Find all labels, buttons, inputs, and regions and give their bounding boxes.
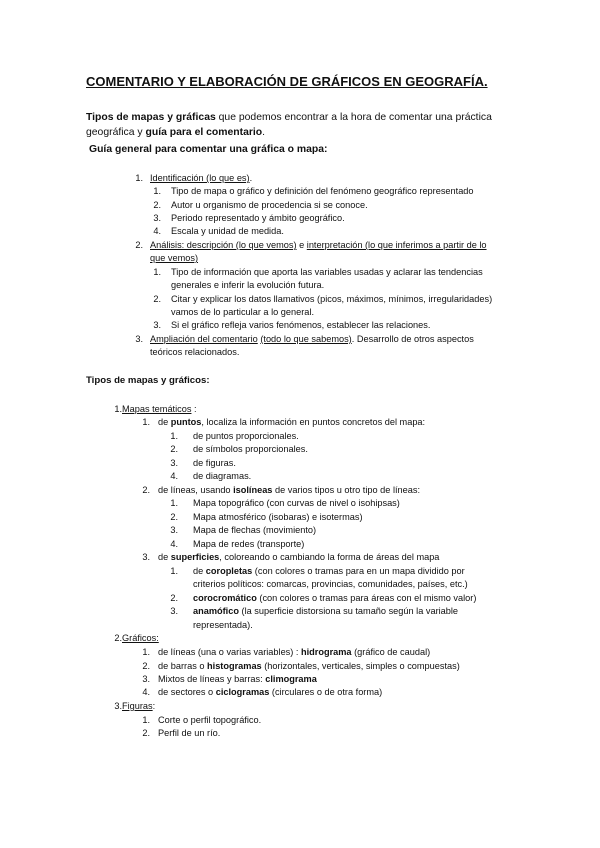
list-item-continued: criterios políticos: comarcas, provincias, comunidades, países, etc.) — [193, 579, 468, 589]
list-number: 1. — [170, 566, 178, 576]
section-label: Análisis: descripción (lo que vemos) — [150, 240, 297, 250]
intro-paragraph — [86, 110, 520, 140]
list-item-continued: generales e inferir la evolución futura. — [171, 280, 325, 290]
list-item: Mapa de redes (transporte) — [193, 539, 305, 549]
list-number: 2. — [170, 512, 178, 522]
list-item — [193, 592, 476, 605]
section-label: interpretación (lo que inferimos a partir de lo — [306, 240, 487, 250]
guide-heading: Guía general para comentar una gráfica o mapa: — [89, 144, 328, 155]
list-item — [158, 673, 317, 686]
subtype-puntos — [158, 416, 425, 429]
list-number: 2. — [142, 728, 150, 738]
type-label: Mapas temáticos — [122, 404, 192, 414]
list-item-continued: vamos de lo particular a lo general. — [171, 307, 314, 317]
bold-term: coropletas — [205, 566, 253, 576]
subtype-lineas — [158, 484, 420, 497]
type-figuras — [122, 700, 155, 713]
text: , localiza la información en puntos concretos del mapa: — [201, 417, 426, 427]
list-number: 3. — [153, 320, 161, 330]
intro-bold: Tipos de mapas y gráficas — [86, 112, 216, 123]
type-label: Figuras — [122, 701, 153, 711]
bold-term: isolíneas — [233, 485, 273, 495]
list-number: 2. — [135, 240, 143, 250]
text: , coloreando o cambiando la forma de áreas del mapa — [219, 552, 440, 562]
list-item: Mapa atmosférico (isobaras) e isotermas) — [193, 512, 363, 522]
bold-term: ciclogramas — [215, 687, 270, 697]
section-label: (todo lo que sabemos) — [260, 334, 352, 344]
list-number: 3. — [135, 334, 143, 344]
list-item — [158, 646, 430, 659]
bold-term: corocromático — [193, 593, 257, 603]
subtype-superficies — [158, 551, 439, 564]
list-number: 1. — [170, 498, 178, 508]
list-item: de símbolos proporcionales. — [193, 444, 308, 454]
section-label: Identificación (lo que es) — [150, 173, 250, 183]
section-tail: . — [249, 173, 253, 183]
list-number: 3. — [170, 458, 178, 468]
text: de líneas (una o varias variables) : — [158, 647, 301, 657]
list-number: 2. — [114, 633, 122, 643]
section-text-continued: teóricos relacionados. — [150, 347, 240, 357]
intro-end: . — [262, 127, 266, 138]
list-item — [158, 660, 460, 673]
list-number: 1. — [170, 431, 178, 441]
types-heading: Tipos de mapas y gráficos: — [86, 375, 210, 386]
text: de — [193, 566, 206, 576]
list-number: 4. — [153, 226, 161, 236]
text: (con colores o tramas para en un mapa dividido por — [252, 566, 465, 576]
bold-term: anamófico — [193, 606, 239, 616]
section-text: . Desarrollo de otros aspectos — [351, 334, 474, 344]
list-item: Mapa de flechas (movimiento) — [193, 525, 317, 535]
list-number: 3. — [114, 701, 122, 711]
list-item: Tipo de mapa o gráfico y definición del fenómeno geográfico representado — [171, 186, 474, 196]
list-number: 1. — [142, 417, 150, 427]
list-number: 2. — [142, 661, 150, 671]
bold-term: climograma — [265, 674, 317, 684]
text: de — [158, 552, 171, 562]
type-graficos: Gráficos: — [122, 633, 159, 643]
list-number: 1. — [114, 404, 122, 414]
type-tail: : — [152, 701, 156, 711]
list-item-continued: representada). — [193, 620, 253, 630]
type-tail: : — [191, 404, 197, 414]
list-number: 2. — [142, 485, 150, 495]
list-number: 3. — [170, 525, 178, 535]
bold-term: superficies — [170, 552, 220, 562]
list-item: Escala y unidad de medida. — [171, 226, 284, 236]
intro-bold-2: guía para el comentario — [145, 127, 263, 138]
list-item: de diagramas. — [193, 471, 252, 481]
list-item: Citar y explicar los datos llamativos (picos, máximos, mínimos, irregularidades) — [171, 294, 493, 304]
list-number: 1. — [142, 715, 150, 725]
list-item: Mapa topográfico (con curvas de nivel o isohipsas) — [193, 498, 400, 508]
section-label-continued: que vemos) — [150, 253, 199, 263]
text: de líneas, usando — [158, 485, 234, 495]
text: (gráfico de caudal) — [351, 647, 431, 657]
list-item: Tipo de información que aporta las variables usadas y aclarar las tendencias — [171, 267, 483, 277]
list-number: 3. — [170, 606, 178, 616]
text: (la superficie distorsiona su tamaño según la variable — [238, 606, 459, 616]
list-number: 1. — [153, 186, 161, 196]
list-item: Corte o perfil topográfico. — [158, 715, 262, 725]
document-title: COMENTARIO Y ELABORACIÓN DE GRÁFICOS EN GEOGRAFÍA. — [86, 74, 488, 89]
section-mid: e — [296, 240, 307, 250]
text: Mixtos de líneas y barras: — [158, 674, 266, 684]
bold-term: hidrograma — [301, 647, 352, 657]
list-number: 4. — [170, 539, 178, 549]
text: de sectores o — [158, 687, 216, 697]
list-item: de puntos proporcionales. — [193, 431, 299, 441]
list-number: 2. — [170, 593, 178, 603]
list-item — [193, 605, 458, 618]
text: de barras o — [158, 661, 208, 671]
section-label: Ampliación del comentario — [150, 334, 258, 344]
list-number: 2. — [153, 200, 161, 210]
bold-term: puntos — [170, 417, 202, 427]
list-item: de figuras. — [193, 458, 236, 468]
list-number: 2. — [170, 444, 178, 454]
text: (horizontales, verticales, simples o compuestas) — [261, 661, 460, 671]
type-mapas-tematicos — [122, 403, 197, 416]
text: de — [158, 417, 171, 427]
list-number: 1. — [153, 267, 161, 277]
list-item — [158, 686, 382, 699]
list-number: 4. — [170, 471, 178, 481]
list-item: Perfil de un río. — [158, 728, 221, 738]
list-item — [193, 565, 465, 578]
intro-text: que podemos encontrar a la hora de comentar una práctica geográfica y — [86, 112, 492, 138]
list-number: 1. — [135, 173, 143, 183]
section-analisis — [150, 239, 487, 252]
list-number: 3. — [153, 213, 161, 223]
list-number: 3. — [142, 552, 150, 562]
list-number: 1. — [142, 647, 150, 657]
text: (con colores o tramas para áreas con el mismo valor) — [256, 593, 477, 603]
list-number: 2. — [153, 294, 161, 304]
section-identificacion — [150, 172, 252, 185]
list-number: 3. — [142, 674, 150, 684]
section-ampliacion — [150, 333, 474, 346]
bold-term: histogramas — [207, 661, 262, 671]
list-item: Autor u organismo de procedencia si se conoce. — [171, 200, 368, 210]
text: (circulares o de otra forma) — [269, 687, 383, 697]
list-item: Si el gráfico refleja varios fenómenos, establecer las relaciones. — [171, 320, 431, 330]
list-item: Periodo representado y ámbito geográfico. — [171, 213, 345, 223]
list-number: 4. — [142, 687, 150, 697]
text: de varios tipos u otro tipo de líneas: — [272, 485, 421, 495]
